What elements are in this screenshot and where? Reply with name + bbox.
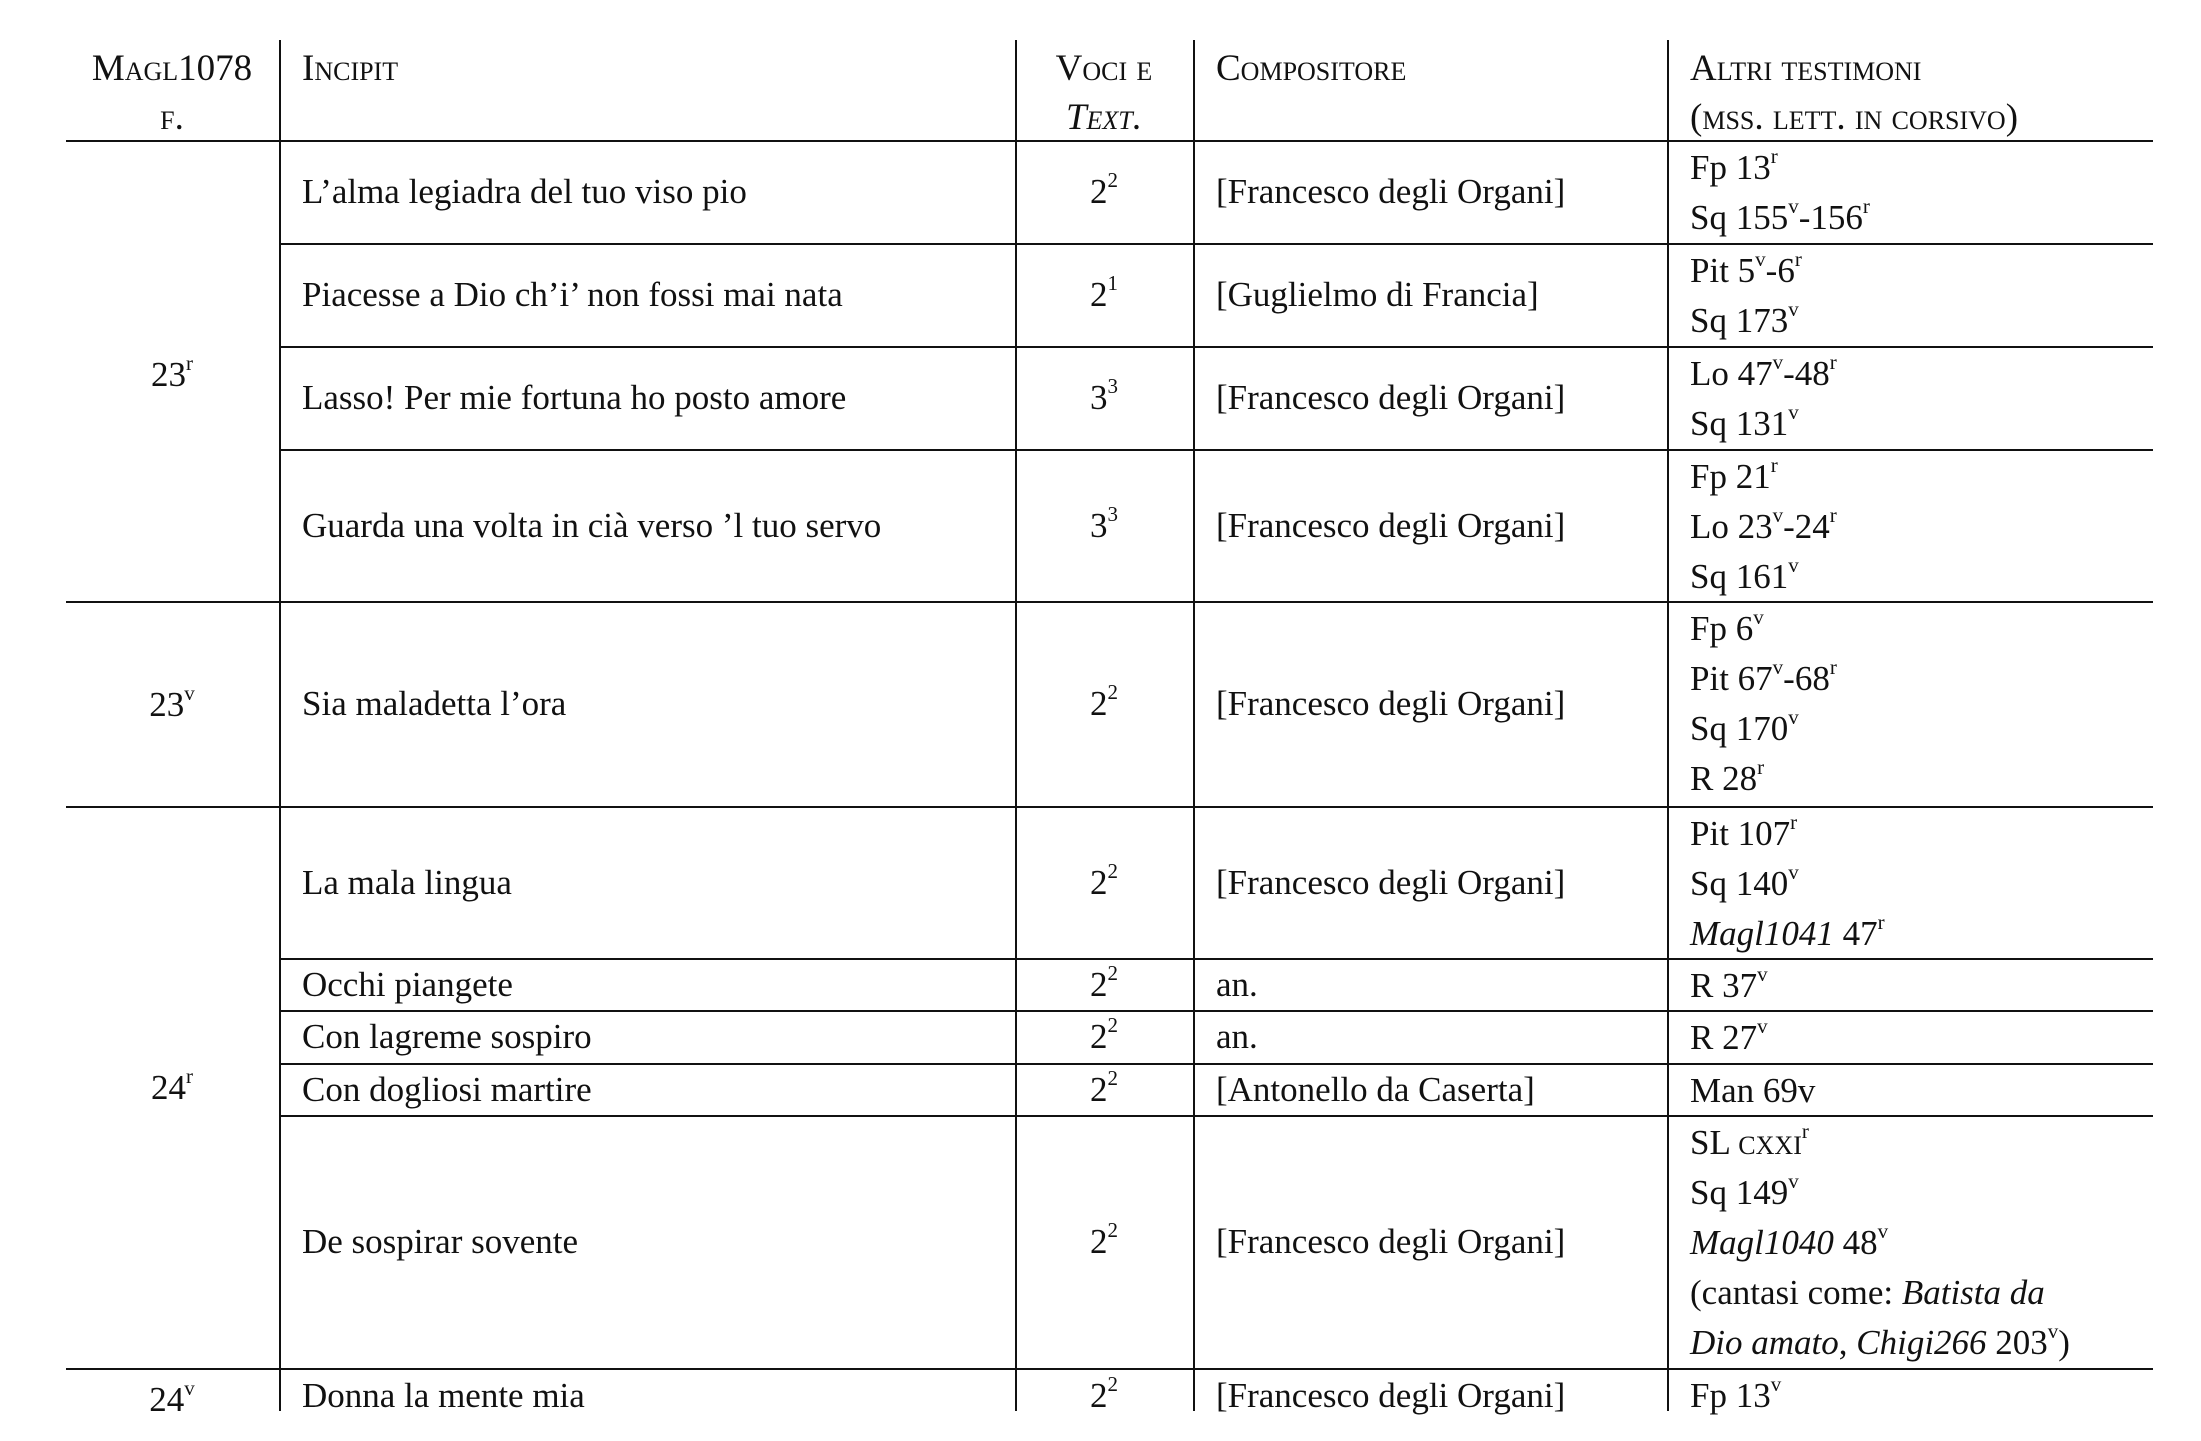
witness-line: Fp 21$^r$: [1690, 453, 1778, 496]
rule-group-24r: [66, 806, 2153, 808]
incipit-cell: Sia maladetta l’ora: [302, 684, 567, 723]
voci-cell: $2^2$: [1090, 858, 1118, 902]
witness-line: Fp 13$^r$: [1690, 144, 1778, 187]
header-witnesses-note: (mss. lett. in corsivo): [1690, 97, 2019, 138]
composer-cell: an.: [1216, 964, 1258, 1004]
composer-cell: [Francesco degli Organi]: [1216, 172, 1566, 211]
voci-cell: $2^2$: [1090, 680, 1118, 723]
rule-row: [279, 1115, 2153, 1117]
witness-line: Sq 170$^v$: [1690, 705, 1799, 748]
composer-cell: [Antonello da Caserta]: [1216, 1069, 1535, 1109]
witness-line: Lo 47$^v$-48$^r$: [1690, 350, 1837, 393]
voci-cell: $2^2$: [1090, 168, 1118, 211]
composer-cell: an.: [1216, 1017, 1258, 1056]
header-folio: Magl1078: [91, 48, 253, 89]
composer-cell: [Guglielmo di Francia]: [1216, 275, 1539, 314]
composer-cell: [Francesco degli Organi]: [1216, 1222, 1566, 1261]
witness-line: Man 69v: [1690, 1071, 1816, 1110]
folio-label: 24$^v$: [149, 1376, 195, 1419]
witness-line: Sq 161$^v$: [1690, 553, 1799, 596]
composer-cell: [Francesco degli Organi]: [1216, 1376, 1566, 1415]
folio-label: 23$^r$: [151, 351, 193, 394]
composer-cell: [Francesco degli Organi]: [1216, 862, 1566, 902]
incipit-cell: De sospirar sovente: [302, 1222, 579, 1261]
witness-line: Sq 131$^v$: [1690, 400, 1799, 443]
witness-line: Pit 67$^v$-68$^r$: [1690, 655, 1837, 698]
folio-label: 23$^v$: [149, 681, 195, 724]
witness-line: R 28$^r$: [1690, 755, 1765, 798]
header-folio-sub: f.: [160, 97, 184, 138]
composer-cell: [Francesco degli Organi]: [1216, 378, 1566, 417]
header-voci: Voci e: [1055, 48, 1153, 89]
witness-line: Sq 140$^v$: [1690, 860, 1799, 903]
voci-cell: $2^2$: [1090, 1065, 1118, 1109]
composer-cell: [Francesco degli Organi]: [1216, 505, 1566, 545]
voci-cell: $2^2$: [1090, 1372, 1118, 1415]
voci-cell: $2^1$: [1090, 271, 1118, 314]
rule-row: [279, 346, 2153, 348]
incipit-cell: Guarda una volta in cià verso ’l tuo servo: [302, 505, 882, 545]
incipit-cell: La mala lingua: [302, 862, 512, 902]
header-witnesses: Altri testimoni: [1690, 48, 1922, 89]
incipit-cell: Piacesse a Dio ch’i’ non fossi mai nata: [302, 275, 843, 314]
voci-cell: $3^3$: [1090, 501, 1118, 545]
voci-cell: $3^3$: [1090, 374, 1118, 417]
witness-line: R 27$^v$: [1690, 1014, 1768, 1057]
header-composer: Compositore: [1216, 48, 1407, 89]
incipit-cell: Lasso! Per mie fortuna ho posto amore: [302, 378, 847, 417]
voci-cell: $2^2$: [1090, 960, 1118, 1004]
rule-col3: [1193, 40, 1195, 1411]
witness-line: Fp 6$^v$: [1690, 605, 1764, 648]
witness-line: Sq 155$^v$-156$^r$: [1690, 194, 1870, 237]
witness-line: Pit 107$^r$: [1690, 810, 1798, 853]
incipit-cell: Occhi piangete: [302, 964, 513, 1004]
witness-line: Fp 13$^v$: [1690, 1372, 1782, 1415]
witness-line: Magl1040 48$^v$: [1690, 1219, 1889, 1262]
voci-cell: $2^2$: [1090, 1013, 1118, 1056]
witness-line: Sq 173$^v$: [1690, 297, 1799, 340]
rule-row: [279, 243, 2153, 245]
witness-line: Sq 149$^v$: [1690, 1169, 1799, 1212]
incipit-cell: L’alma legiadra del tuo viso pio: [302, 172, 747, 211]
voci-cell: $2^2$: [1090, 1218, 1118, 1261]
witness-line: Pit 5$^v$-6$^r$: [1690, 247, 1802, 290]
incipit-cell: Donna la mente mia: [302, 1376, 585, 1415]
rule-row: [279, 449, 2153, 451]
folio-label: 24$^r$: [151, 1064, 193, 1107]
witness-line: SL cxxi$^r$: [1690, 1119, 1809, 1163]
witness-line: (cantasi come: Batista da: [1690, 1273, 2045, 1312]
rule-col4: [1667, 40, 1669, 1411]
rule-group-23v: [66, 601, 2153, 603]
witness-line: Lo 23$^v$-24$^r$: [1690, 503, 1837, 546]
incipit-cell: Con dogliosi martire: [302, 1069, 592, 1109]
rule-col1: [279, 40, 281, 1411]
rule-col2: [1015, 40, 1017, 1411]
composer-cell: [Francesco degli Organi]: [1216, 684, 1566, 723]
witness-line: Dio amato, Chigi266 203$^v$): [1690, 1319, 2070, 1362]
witness-line: R 37$^v$: [1690, 962, 1768, 1005]
rule-group-24v: [66, 1368, 2153, 1370]
witness-line: Magl1041 47$^r$: [1690, 910, 1885, 953]
header-incipit: Incipit: [302, 48, 399, 89]
header-text: Text.: [1065, 97, 1143, 138]
incipit-cell: Con lagreme sospiro: [302, 1017, 592, 1056]
